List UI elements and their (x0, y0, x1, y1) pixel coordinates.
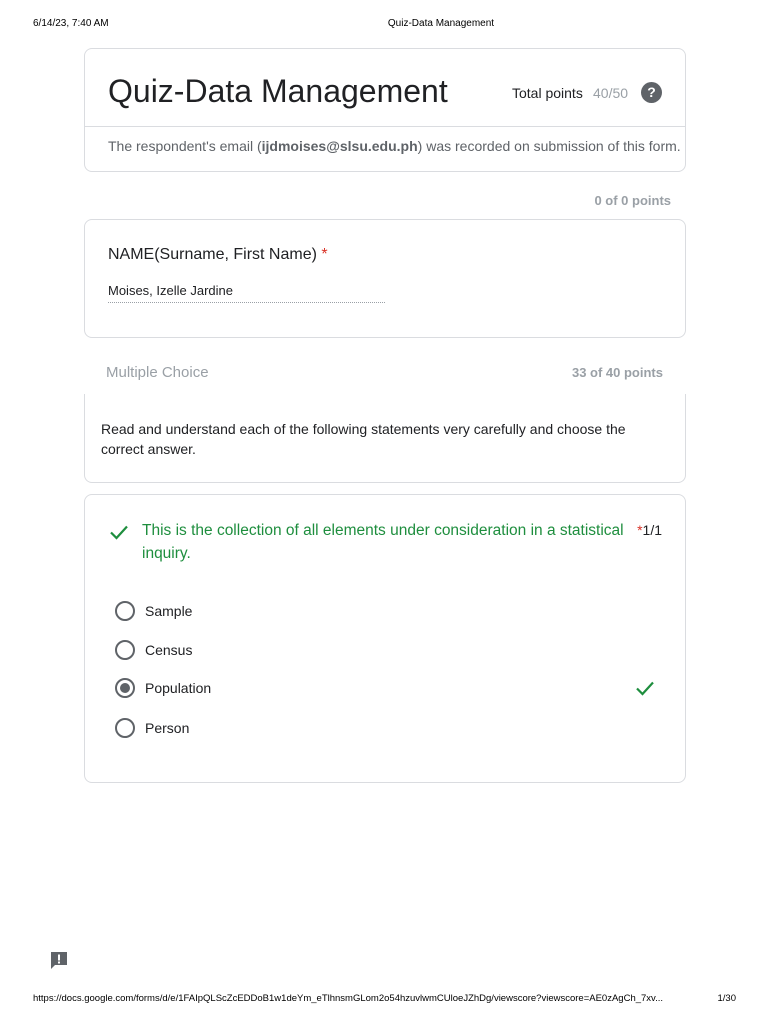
section-description-card (84, 394, 686, 483)
question-score-value: 1/1 (642, 522, 662, 538)
question-text: This is the collection of all elements under consideration in a statistical inquiry. (142, 522, 624, 562)
name-question-label (108, 246, 328, 264)
section-title: Multiple Choice (106, 364, 209, 381)
print-header (0, 18, 768, 32)
email-notice (108, 138, 681, 154)
page-number: 1/30 (717, 993, 736, 1004)
respondent-email: ijdmoises@slsu.edu.ph (261, 138, 418, 154)
radio-button[interactable] (115, 640, 135, 660)
radio-button[interactable] (115, 718, 135, 738)
form-header-top-row (85, 49, 685, 127)
radio-button[interactable] (115, 601, 135, 621)
default-section-points: 0 of 0 points (594, 193, 671, 208)
print-title: Quiz-Data Management (387, 18, 495, 29)
option-label: Population (145, 680, 212, 696)
feedback-icon[interactable] (49, 950, 69, 970)
form-header-card (84, 48, 686, 172)
name-question-text: NAME(Surname, First Name) (108, 246, 317, 263)
section-description: Read and understand each of the following statements very carefully and choose the correct answer. (101, 421, 626, 457)
option-label: Census (145, 642, 193, 658)
check-icon (109, 524, 129, 540)
answer-underline (108, 302, 385, 303)
option-sample[interactable] (115, 599, 655, 623)
print-datetime: 6/14/23, 7:40 AM (33, 18, 109, 29)
question-card (84, 494, 686, 783)
option-population[interactable] (115, 676, 655, 700)
required-star: * (637, 522, 643, 538)
option-label: Sample (145, 603, 193, 619)
print-footer (33, 993, 736, 1007)
option-person[interactable] (115, 716, 655, 740)
email-notice-prefix: The respondent's email ( (108, 138, 262, 154)
option-census[interactable] (115, 638, 655, 662)
question-score (637, 522, 662, 538)
name-question-card (84, 219, 686, 338)
total-points-value: 40/50 (593, 85, 629, 101)
section-score: 33 of 40 points (571, 365, 663, 380)
email-notice-suffix: ) was recorded on submission of this form. (417, 138, 681, 154)
name-answer: Moises, Izelle Jardine (108, 283, 233, 298)
form-title: Quiz-Data Management (108, 73, 448, 109)
check-icon (635, 680, 655, 696)
total-points-label: Total points (512, 85, 583, 101)
required-star: * (321, 246, 328, 263)
radio-button-selected[interactable] (115, 678, 135, 698)
option-label: Person (145, 720, 190, 736)
print-url: https://docs.google.com/forms/d/e/1FAIpQLScZcEDDoB1w1deYm_eTlhnsmGLom2o54hzuvlwmCUloeJZhDg/viewscore?viewscore=AE0zAgCh_7xv... (33, 993, 664, 1004)
help-icon[interactable]: ? (641, 82, 662, 103)
